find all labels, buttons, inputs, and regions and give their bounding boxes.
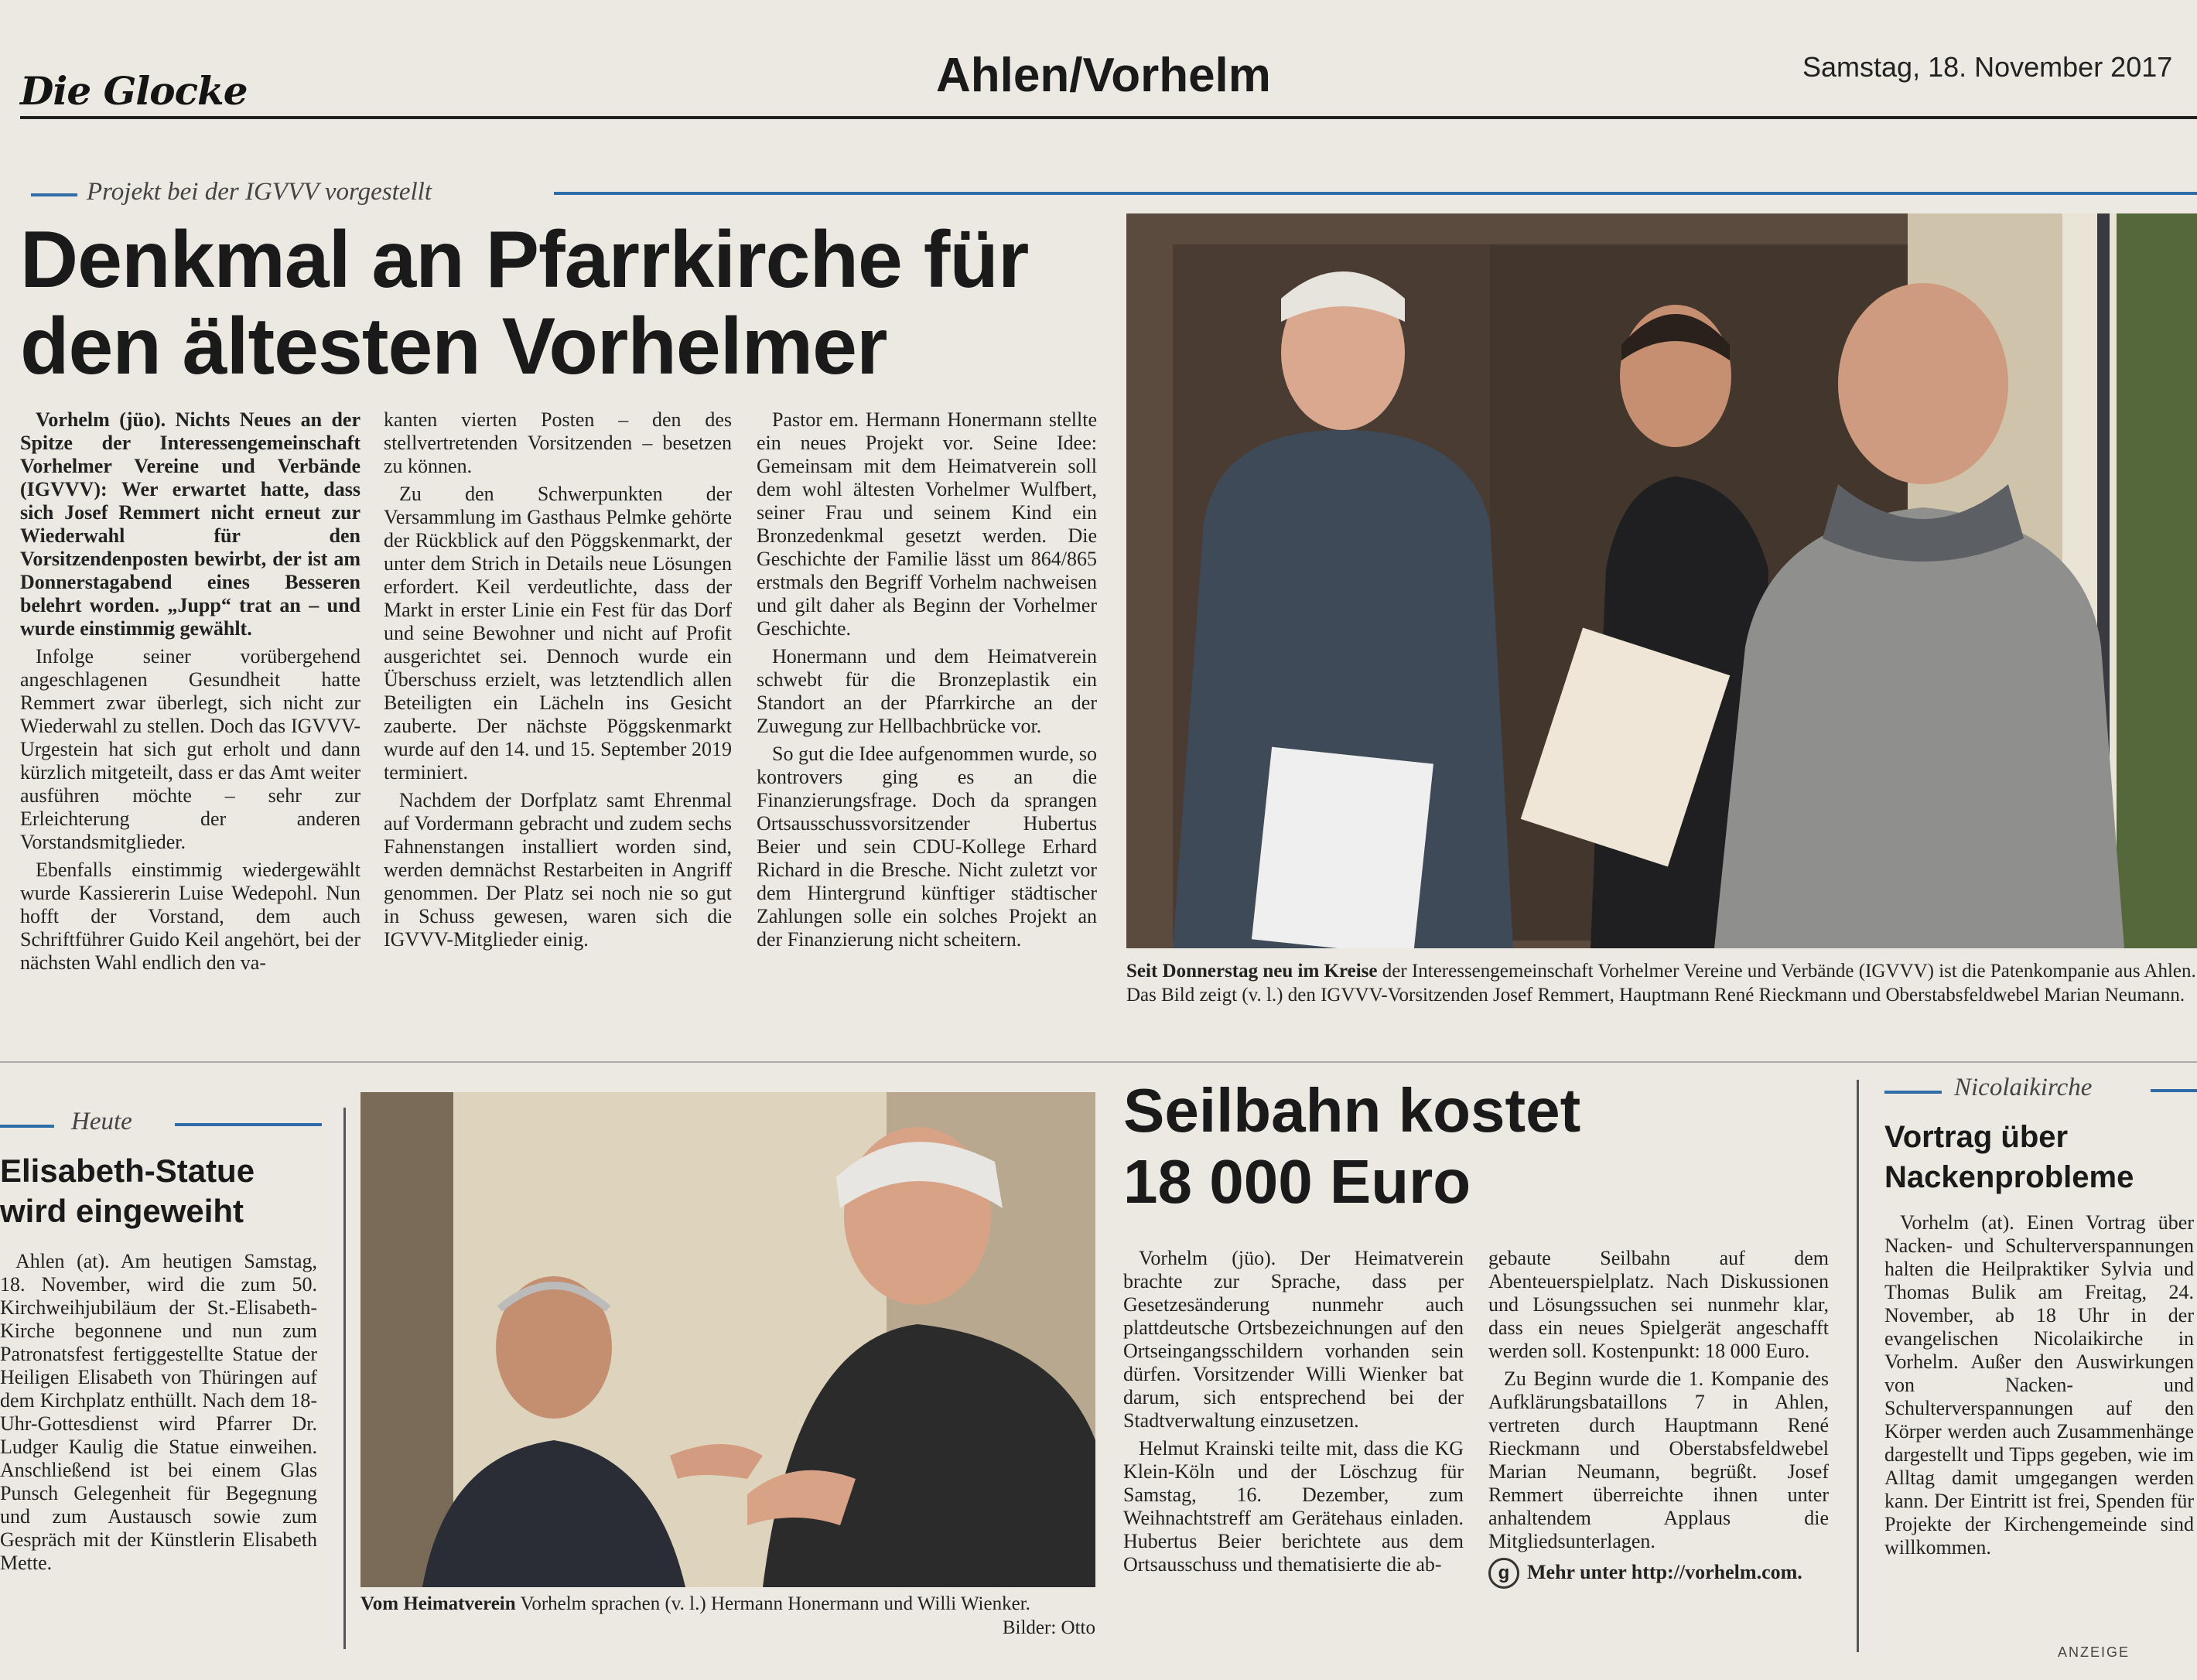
nicolai-headline <box>1884 1117 2197 1197</box>
more-link-label[interactable]: Mehr unter http://vorhelm.com. <box>1527 1561 1802 1583</box>
nicolai-headline-line1: Vortrag über <box>1884 1120 2069 1154</box>
main-headline-line1: Denkmal an Pfarrkirche für <box>20 215 1029 305</box>
main-headline-line2: den ältesten Vorhelmer <box>20 302 887 391</box>
main-paragraph: Honermann und dem Heimatverein schwebt für die Bronzeplastik ein Standort an der Pfarrkirche an der Zuwegung zur Hellbachbrücke vor. <box>757 645 1097 737</box>
more-link[interactable] <box>1488 1558 1829 1589</box>
heute-headline-line1: Elisabeth-Statue <box>0 1152 255 1189</box>
g-icon: g <box>1488 1558 1519 1589</box>
ad-marker: ANZEIGE <box>2058 1644 2130 1660</box>
main-kicker: Projekt bei der IGVVV vorgestellt <box>87 178 432 206</box>
main-lead-paragraph: Vorhelm (jüo). Nichts Neues an der Spitze der Interessengemeinschaft Vorhelmer Vereine und Verbände (IGVVV): Wer erwartet hatte, dass sich Josef Remmert nicht erneut zur Wiederwahl für den Vorsitzendenposten bewirbt, der ist am Donnerstagabend eines Besseren belehrt worden. „Jupp“ trat an – und wurde einstimmig gewählt. <box>20 408 360 640</box>
heute-paragraph: Ahlen (at). Am heutigen Samstag, 18. November, wird die zum 50. Kirchweihjubiläum der St.-Elisabeth-Kirche begonnene und nun zum Patronatsfest fertiggestellte Statue der Heiligen Elisabeth von Thüringen auf dem Kirchplatz enthüllt. Nach dem 18-Uhr-Gottesdienst wird Pfarrer Dr. Ludger Kaulig die Statue einweihen. Anschließend ist bei einem Glas Punsch Gelegenheit für Begegnung und zum Austausch sowie zum Gespräch mit der Künstlerin Elisabeth Mette. <box>0 1250 317 1574</box>
nicolai-kicker: Nicolaikirche <box>1954 1074 2093 1101</box>
main-paragraph: Zu den Schwerpunkten der Versammlung im Gasthaus Pelmke gehörte der Rückblick auf den Pöggskenmarkt, der unter dem Strich in Details neue Lösungen erfordert. Keil verdeutlichte, dass der Markt in erster Linie ein Fest für das Dorf und seine Bewohner und nicht auf Profit ausgerichtet sei. Dennoch wurde ein Überschuss erzielt, was letztendlich allen Beteiligten ein Lächeln ins Gesicht zauberte. Der nächste Pöggskenmarkt wurde auf den 14. und 15. September 2019 terminiert. <box>384 483 732 784</box>
main-paragraph: Pastor em. Hermann Honermann stellte ein neues Projekt vor. Seine Idee: Gemeinsam mit dem Heimatverein soll dem wohl ältesten Vorhelmer Wulfbert, seiner Frau und seinem Kind ein Bronzedenkmal gesetzt werden. Die Geschichte der Familie lässt um 864/865 erstmals den Begriff Vorhelm nachweisen und gilt daher als Beginn der Vorhelmer Geschichte. <box>757 408 1097 640</box>
masthead-rule <box>20 116 2197 119</box>
main-paragraph: kanten vierten Posten – den des stellvertretenden Vorsitzenden – besetzen zu können. <box>384 408 732 477</box>
main-paragraph: Ebenfalls einstimmig wiedergewählt wurde Kassiererin Luise Wedepohl. Nun hofft der Vorstand, dem auch Schriftführer Guido Keil angehört, bei der nächsten Wahl endlich den va- <box>20 859 360 974</box>
heimatverein-photo-illustration <box>360 1092 1095 1587</box>
seilbahn-paragraph: Zu Beginn wurde die 1. Kompanie des Aufklärungsbataillons 7 in Ahlen, vertreten durch Hauptmann René Rieckmann und Oberstabsfeldwebel Marian Neumann, begrüßt. Josef Remmert überreichte ihnen unter anhaltendem Applaus die Mitgliedsunterlagen. <box>1488 1368 1829 1552</box>
newspaper-logo: Die Glocke <box>20 68 248 114</box>
nicolai-kicker-line-right <box>2151 1089 2197 1092</box>
main-paragraph: So gut die Idee aufgenommen wurde, so kontrovers ging es an die Finanzierungsfrage. Doch da sprangen Ortsausschussvorsitzender Hubertus Beier und sein CDU-Kollege Erhard Richard in die Bresche. Nicht zuletzt vor dem Hintergrund künftiger städtischer Zahlungen solle ein solches Projekt an der Finanzierung nicht scheitern. <box>757 743 1097 951</box>
main-paragraph: Infolge seiner vorübergehend angeschlagenen Gesundheit hatte Remmert zwar überlegt, sich nicht zur Wiederwahl zu stellen. Doch das IGVVV-Urgestein hat sich gut erholt und dann kürzlich mitgeteilt, dass er das Amt weiter ausführen möchte – sehr zur Erleichterung der anderen Vorstandsmitglieder. <box>20 645 360 853</box>
main-article-column-2 <box>384 408 732 956</box>
seilbahn-headline-line1: Seilbahn kostet <box>1123 1076 1581 1145</box>
main-headline <box>20 217 1134 390</box>
heimatverein-photo-caption <box>360 1592 1095 1640</box>
heute-headline-line2: wird eingeweiht <box>0 1193 244 1229</box>
seilbahn-column-1 <box>1123 1247 1464 1581</box>
photo-credit: Bilder: Otto <box>1002 1617 1095 1638</box>
seilbahn-paragraph: Vorhelm (jüo). Der Heimatverein brachte zur Sprache, dass per Gesetzesänderung nunmehr auch plattdeutsche Ortsbezeichnungen auf den Ortseingangsschildern vorhanden sein dürfen. Vorsitzender Willi Wienker bat darum, sich entsprechend bei der Stadtverwaltung einzusetzen. <box>1123 1247 1464 1432</box>
column-rule <box>1857 1080 1859 1652</box>
issue-date: Samstag, 18. November 2017 <box>1802 51 2173 83</box>
main-caption-bold: Seit Donnerstag neu im Kreise <box>1126 961 1378 982</box>
main-photo <box>1126 213 2197 948</box>
section-divider <box>0 1061 2197 1063</box>
main-photo-caption <box>1126 959 2197 1007</box>
nicolai-article-text <box>1884 1211 2194 1564</box>
main-article-column-1 <box>20 408 360 979</box>
main-paragraph: Nachdem der Dorfplatz samt Ehrenmal auf Vordermann gebracht und zudem sechs Fahnenstangen installiert worden sind, werden demnächst Restarbeiten in Angriff genommen. Der Platz sei noch nie so gut in Schuss gewesen, waren sich die IGVVV-Mitglieder einig. <box>384 789 732 951</box>
section-title: Ahlen/Vorhelm <box>936 49 1271 102</box>
heute-headline <box>0 1151 340 1231</box>
column-rule <box>343 1108 346 1649</box>
heute-kicker-line-right <box>175 1123 322 1126</box>
seilbahn-column-2 <box>1488 1247 1829 1593</box>
seilbahn-headline-line2: 18 000 Euro <box>1123 1147 1471 1216</box>
heimat-caption-bold: Vom Heimatverein <box>360 1593 516 1614</box>
seilbahn-headline <box>1123 1075 1819 1217</box>
kicker-line-right <box>554 192 2197 195</box>
seilbahn-paragraph: gebaute Seilbahn auf dem Abenteuerspielplatz. Nach Diskussionen und Lösungssuchen sei nunmehr klar, dass ein neues Spielgerät angeschafft werden soll. Kostenpunkt: 18 000 Euro. <box>1488 1247 1829 1362</box>
nicolai-headline-line2: Nackenprobleme <box>1884 1160 2134 1194</box>
kicker-line-left <box>31 193 77 196</box>
seilbahn-paragraph: Helmut Krainski teilte mit, dass die KG Klein-Köln und der Löschzug für Samstag, 16. Dezember, zum Weihnachtstreff am Gerätehaus einladen. Hubertus Beier berichtete aus dem Ortsausschuss und thematisierte die ab- <box>1123 1437 1464 1576</box>
heute-kicker: Heute <box>71 1108 132 1135</box>
nicolai-kicker-line-left <box>1884 1091 1942 1094</box>
main-caption-text: der Interessengemeinschaft Vorhelmer Vereine und Verbände (IGVVV) ist die Patenkompanie aus Ahlen. Das Bild zeigt (v. l.) den IGVVV-Vorsitzenden Josef Remmert, Hauptmann René Rieckmann und Oberstabsfeldwebel Marian Neumann. <box>1126 961 2196 1006</box>
heute-kicker-line-left <box>0 1125 54 1128</box>
main-photo-illustration <box>1126 213 2197 948</box>
heimat-caption-text: Vorhelm sprachen (v. l.) Hermann Honermann und Willi Wienker. <box>520 1593 1030 1614</box>
main-article-column-3 <box>757 408 1097 956</box>
nicolai-paragraph: Vorhelm (at). Einen Vortrag über Nacken- und Schulterverspannungen halten die Heilpraktiker Sylvia und Thomas Bulik am Freitag, 24. November, ab 18 Uhr in der evangelischen Nicolaikirche in Vorhelm. Außer den Auswirkungen von Nacken- und Schulterverspannungen auf den Körper werden auch Zusammenhänge dargestellt und Tipps gegeben, wie im Alltag damit umgegangen werden kann. Der Eintritt ist frei, Spenden für Projekte der Kirchengemeinde sind willkommen. <box>1884 1211 2194 1559</box>
heute-article-text <box>0 1250 317 1579</box>
heimatverein-photo <box>360 1092 1095 1587</box>
